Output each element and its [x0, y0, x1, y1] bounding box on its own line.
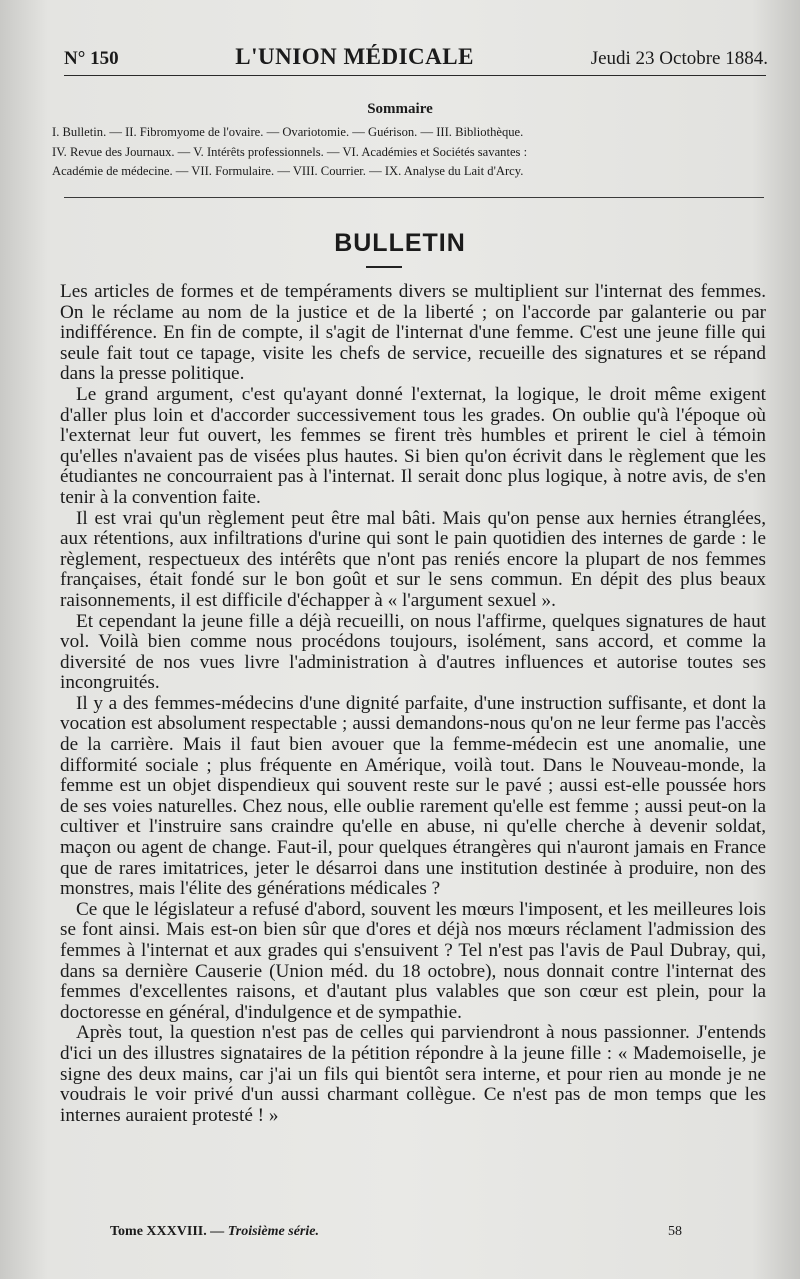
bulletin-body	[60, 282, 766, 1126]
bulletin-rule	[366, 266, 402, 268]
issue-number: N° 150	[64, 48, 119, 69]
sommaire-line: Académie de médecine. — VII. Formulaire. — VIII. Courrier. — IX. Analyse du Lait d'Arcy.	[52, 164, 524, 178]
sommaire-line: IV. Revue des Journaux. — V. Intérêts professionnels. — VI. Académies et Sociétés savantes :	[52, 144, 528, 159]
page-number: 58	[668, 1224, 682, 1239]
journal-title: L'UNION MÉDICALE	[235, 44, 474, 69]
paragraph: Il est vrai qu'un règlement peut être mal bâti. Mais qu'on pense aux hernies étranglées, aux rétentions, aux infiltrations d'urine qui sont le pain quotidien des internes de garde : le règlement, respectueux des intérêts que n'ont pas reniés encore la plupart de nos femmes françaises, était fondé sur le bon goût et sur le sens commun. En dépit des plus beaux raisonnements, il est difficile d'échapper à « l'argument sexuel ».	[60, 507, 766, 611]
paragraph: Et cependant la jeune fille a déjà recueilli, on nous l'affirme, quelques signatures de haut vol. Voilà bien comme nous procédons toujours, isolément, sans accord, et comme la diversité de nos vues livre l'administration à d'autres influences et autorise toutes ses incongruités.	[60, 610, 766, 694]
footer-tome: Tome XXXVIII.	[110, 1224, 207, 1239]
page-footer	[110, 1224, 682, 1240]
paragraph: Le grand argument, c'est qu'ayant donné l'externat, la logique, le droit même exigent d'aller plus loin et d'accorder successivement tous les grades. On oublie qu'à l'époque où l'externat leur fut ouvert, les femmes se firent très humbles et prirent le ciel à témoin qu'elles n'avaient pas de visées plus hautes. Si bien qu'on écrivit dans le règlement que les étudiantes ne concourraient pas à l'internat. Il serait donc plus logique, à notre avis, de s'en tenir à la convention faite.	[60, 383, 766, 508]
paragraph: Après tout, la question n'est pas de celles qui parviendront à nous passionner. J'entends d'ici un des illustres signataires de la pétition répondre à la jeune fille : « Mademoiselle, je signe des deux mains, car j'ai un fils qui bientôt sera interne, et pour rien au monde je ne voudrais le voir privé d'un aussi charmant collègue. Ce n'est pas de mon temps que les internes auraient protesté ! »	[60, 1022, 766, 1126]
page-header	[64, 44, 768, 70]
bulletin-title: BULLETIN	[334, 229, 466, 257]
sommaire-rule	[64, 197, 764, 198]
footer-serie: — Troisième série.	[210, 1224, 319, 1239]
sommaire-list	[52, 123, 770, 182]
sommaire-line: I. Bulletin. — II. Fibromyome de l'ovaire. — Ovariotomie. — Guérison. — III. Bibliothèque.	[52, 125, 524, 139]
issue-date: Jeudi 23 Octobre 1884.	[590, 48, 768, 69]
header-rule	[64, 75, 766, 76]
paragraph: Ce que le législateur a refusé d'abord, souvent les mœurs l'imposent, et les meilleures lois se font ainsi. Mais est-on bien sûr que d'ores et déjà nos mœurs réclament l'admission des femmes à l'internat et aux grades qui s'ensuivent ? Tel n'est pas l'avis de Paul Dubray, qui, dans sa dernière Causerie (Union méd. du 18 octobre), nous donnait contre l'internat des femmes d'excellentes raisons, et d'autant plus valables que son cœur est plein, pour la doctoresse en général, d'indulgence et de sympathie.	[60, 898, 766, 1023]
sommaire-title: Sommaire	[367, 101, 433, 117]
paragraph: Il y a des femmes-médecins d'une dignité parfaite, d'une instruction suffisante, et dont la vocation est absolument respectable ; aussi demandons-nous qu'on ne leur ferme pas l'accès de la carrière. Mais il faut bien avouer que la femme-médecin est une anomalie, une difformité sociale ; plus fréquente en Amérique, voilà tout. Dans le Nouveau-monde, la femme est un objet dispendieux qui souvent reste sur le pavé ; aussi est-elle poussée hors de ses voies naturelles. Chez nous, elle oublie rarement qu'elle est femme ; aussi peut-on la cultiver et l'instruire sans craindre qu'elle en abuse, ni qu'elle cherche à devenir soldat, maçon ou agent de change. Faut-il, pour quelques étrangères qui n'auront jamais en France que de rares imitatrices, jeter le désarroi dans une institution destinée à produire, non des monstres, mais l'élite des générations médicales ?	[60, 692, 766, 900]
paragraph: Les articles de formes et de tempéraments divers se multiplient sur l'internat des femmes. On le réclame au nom de la justice et de la liberté ; on l'accorde par galanterie ou par indifférence. En fin de compte, il s'agit de l'internat d'une femme. C'est une jeune fille qui seule fait tout ce tapage, visite les chefs de service, recueille des signatures et se répand dans la presse politique.	[60, 281, 766, 385]
